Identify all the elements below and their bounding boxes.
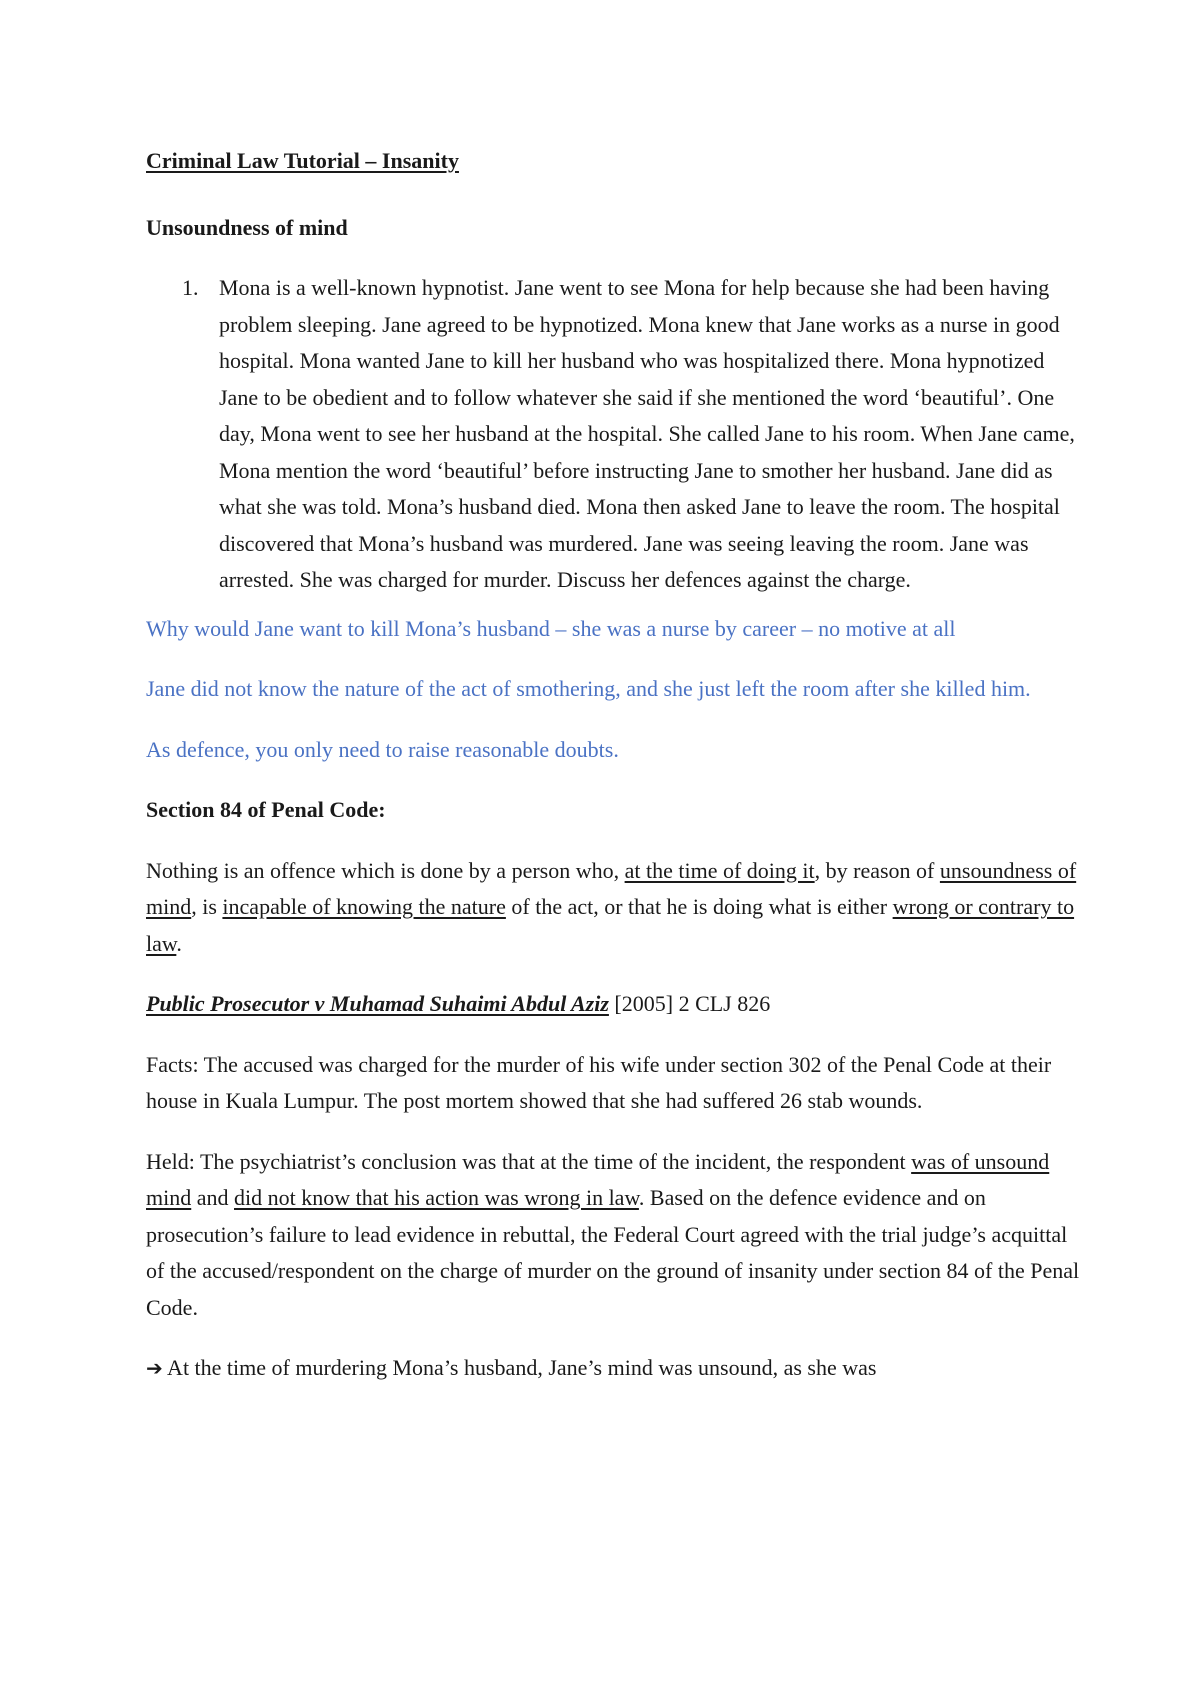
question-list bbox=[146, 270, 1080, 599]
case-citation bbox=[146, 986, 1080, 1023]
section-heading-unsoundness: Unsoundness of mind bbox=[146, 214, 348, 240]
case-name: Public Prosecutor v Muhamad Suhaimi Abdul Aziz bbox=[146, 991, 609, 1016]
section-84-heading: Section 84 of Penal Code: bbox=[146, 797, 386, 822]
conclusion bbox=[146, 1350, 1080, 1387]
question-text: Mona is a well-known hypnotist. Jane went to see Mona for help because she had been having problem sleeping. Jane agreed to be hypnotized. Mona knew that Jane works as a nurse in good hospital. Mona wanted Jane to kill her husband who was hospitalized there. Mona hypnotized Jane to be obedient and to follow whatever she said if she mentioned the word ‘beautiful’. One day, Mona went to see her husband at the hospital. She called Jane to his room. When Jane came, Mona mention the word ‘beautiful’ before instructing Jane to smother her husband. Jane did as what she was told. Mona’s husband died. Mona then asked Jane to leave the room. The hospital discovered that Mona’s husband was murdered. Jane was seeing leaving the room. Jane was arrested. She was charged for murder. Discuss her defences against the charge. bbox=[219, 275, 1075, 592]
question-item bbox=[146, 270, 1080, 599]
case-facts: Facts: The accused was charged for the murder of his wife under section 302 of the Penal Code at their house in Kuala Lumpur. The post mortem showed that she had suffered 26 stab wounds. bbox=[146, 1051, 1052, 1113]
note-reasonable-doubt: As defence, you only need to raise reasonable doubts. bbox=[146, 736, 619, 762]
question-number: 1. bbox=[182, 275, 199, 300]
arrow-right-icon: ➔ bbox=[146, 1356, 163, 1380]
section-84-text: Nothing is an offence which is done by a person who, at the time of doing it, by reason of unsoundness of mind, is incapable of knowing the nature of the act, or that he is doing what is either wrong or contrary to law. bbox=[146, 857, 1077, 956]
note-nature-of-act: Jane did not know the nature of the act of smothering, and she just left the room after she killed him. bbox=[146, 676, 1031, 701]
case-reference: [2005] 2 CLJ 826 bbox=[608, 991, 771, 1016]
document-title: Criminal Law Tutorial – Insanity bbox=[146, 148, 459, 173]
note-motive: Why would Jane want to kill Mona’s husband – she was a nurse by career – no motive at all bbox=[146, 615, 956, 641]
case-held: Held: The psychiatrist’s conclusion was that at the time of the incident, the respondent was of unsound mind and did not know that his action was wrong in law. Based on the defence evidence and on prosecution’s failure to lead evidence in rebuttal, the Federal Court agreed with the trial judge’s acquittal of the accused/respondent on the charge of murder on the ground of insanity under section 84 of the Penal Code. bbox=[146, 1148, 1080, 1320]
conclusion-text: At the time of murdering Mona’s husband, Jane’s mind was unsound, as she was bbox=[162, 1355, 877, 1380]
